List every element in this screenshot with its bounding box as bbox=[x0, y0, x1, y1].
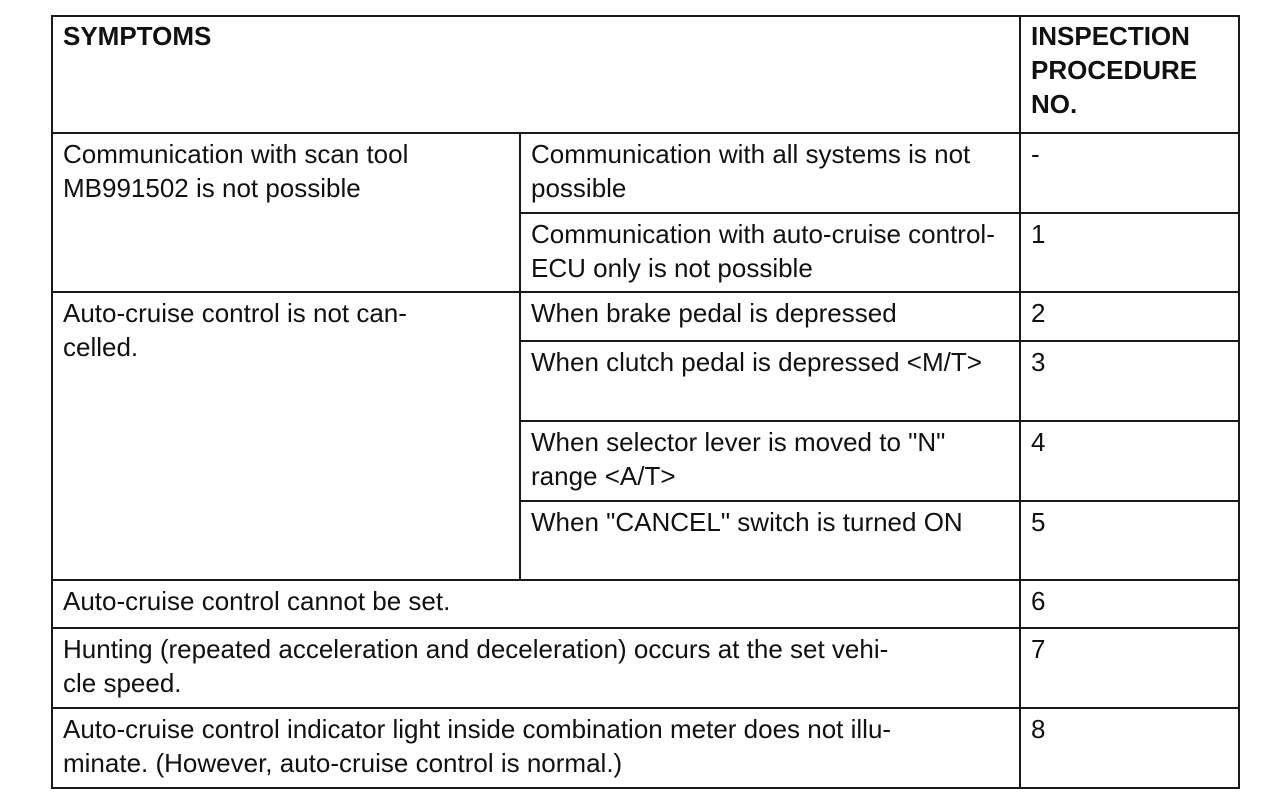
table-row bbox=[52, 628, 1239, 708]
symptom-cell-scan-tool: Communication with scan tool MB991502 is not possible bbox=[52, 133, 520, 292]
header-procedure-line-2: PROCEDURE bbox=[1031, 55, 1198, 85]
symptom-cell-not-cancelled: Auto-cruise control is not can- celled. bbox=[52, 292, 520, 580]
procedure-no-cell: 3 bbox=[1020, 341, 1239, 421]
symptom-cell-cannot-set: Auto-cruise control cannot be set. bbox=[52, 580, 1020, 628]
procedure-no-cell: 4 bbox=[1020, 421, 1239, 501]
table-row bbox=[52, 708, 1239, 788]
header-inspection-procedure-no bbox=[1020, 16, 1239, 133]
procedure-no-cell: 8 bbox=[1020, 708, 1239, 788]
procedure-no-cell: - bbox=[1020, 133, 1239, 213]
condition-cell: When clutch pedal is depressed <M/T> bbox=[520, 341, 1020, 421]
symptom-table bbox=[51, 15, 1240, 789]
table-row bbox=[52, 292, 1239, 341]
procedure-no-cell: 5 bbox=[1020, 501, 1239, 580]
condition-cell: Communication with auto-cruise control-ECU only is not possible bbox=[520, 213, 1020, 292]
procedure-no-cell: 2 bbox=[1020, 292, 1239, 341]
condition-cell: When "CANCEL" switch is turned ON bbox=[520, 501, 1020, 580]
symptom-cell-hunting: Hunting (repeated acceleration and deceleration) occurs at the set vehi- cle speed. bbox=[52, 628, 1020, 708]
procedure-no-cell: 1 bbox=[1020, 213, 1239, 292]
table-row bbox=[52, 133, 1239, 213]
procedure-no-cell: 7 bbox=[1020, 628, 1239, 708]
header-procedure-line-1: INSPECTION bbox=[1031, 21, 1190, 51]
header-symptoms: SYMPTOMS bbox=[52, 16, 1020, 133]
table-header-row bbox=[52, 16, 1239, 133]
header-procedure-line-3: NO. bbox=[1031, 89, 1078, 119]
condition-cell: When selector lever is moved to "N" range <A/T> bbox=[520, 421, 1020, 501]
condition-cell: Communication with all systems is not possible bbox=[520, 133, 1020, 213]
condition-cell: When brake pedal is depressed bbox=[520, 292, 1020, 341]
procedure-no-cell: 6 bbox=[1020, 580, 1239, 628]
symptom-cell-indicator-light: Auto-cruise control indicator light inside combination meter does not illu- minate. (However, auto-cruise control is normal.) bbox=[52, 708, 1020, 788]
table-row bbox=[52, 580, 1239, 628]
